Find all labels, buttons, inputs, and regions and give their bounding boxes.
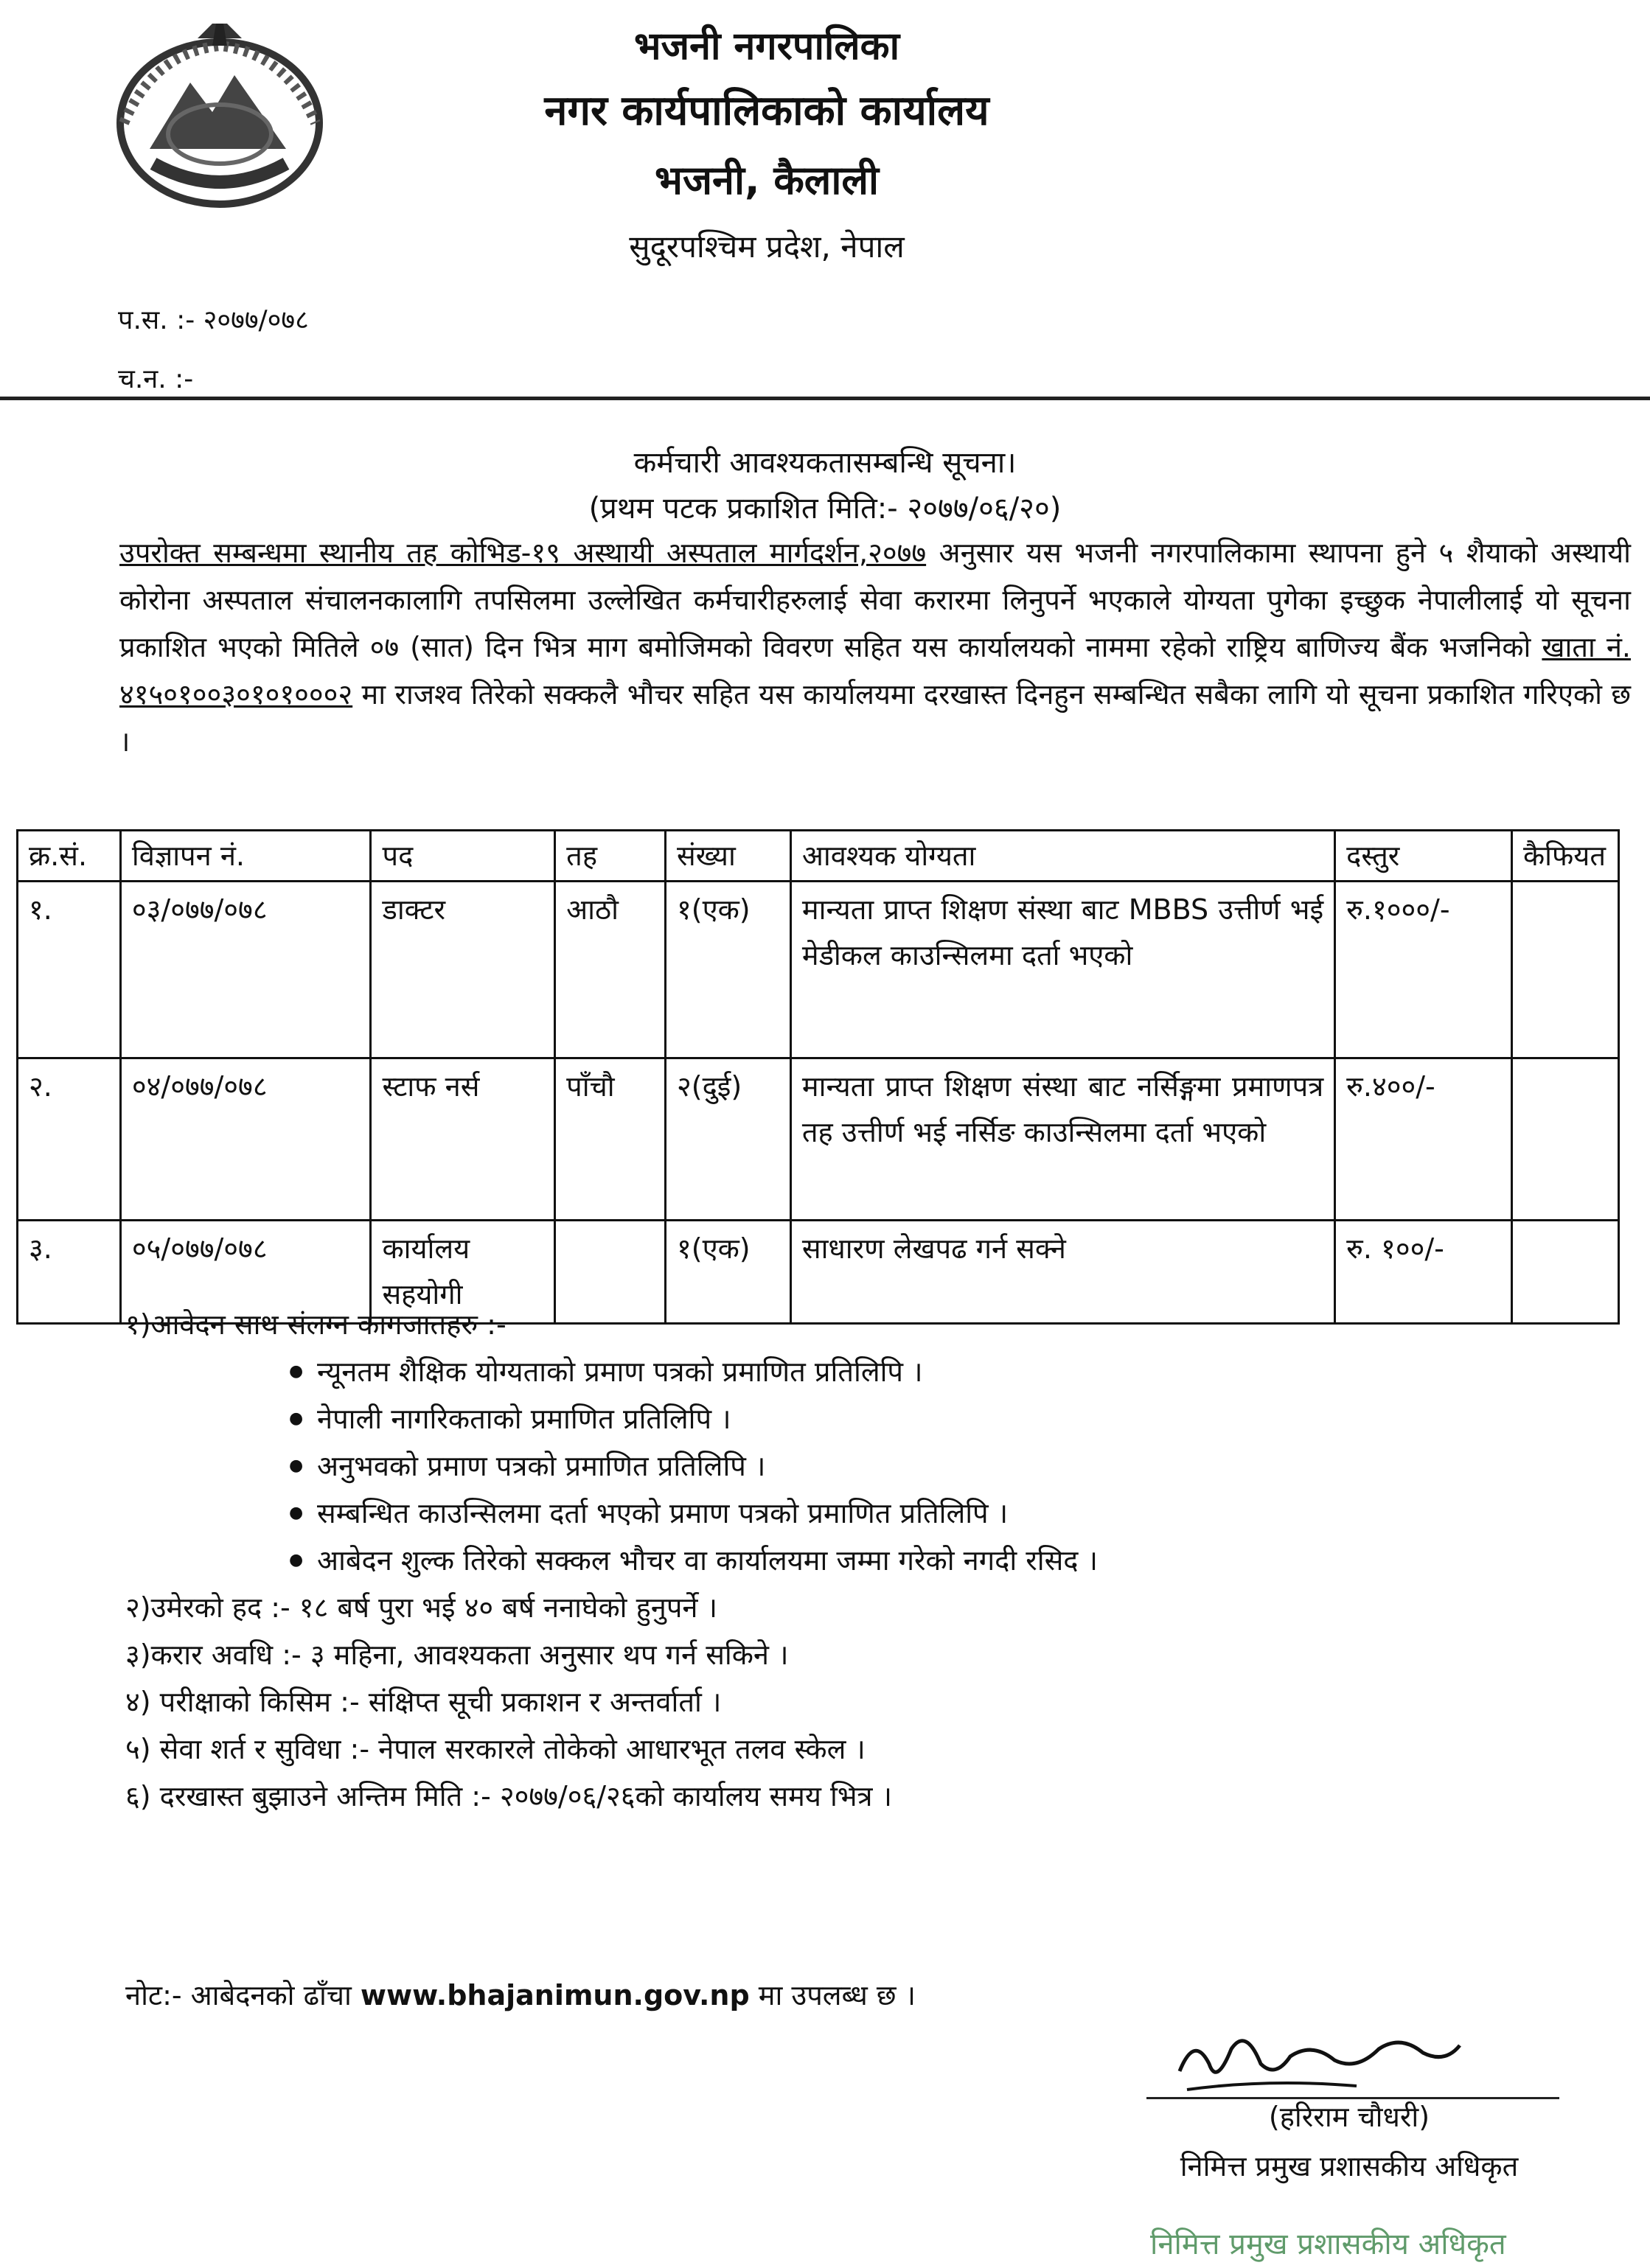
condition-exam-type: ४) परीक्षाको किसिम :- संक्षिप्त सूची प्रकाशन र अन्तर्वार्ता । bbox=[125, 1686, 722, 1718]
paragraph-text-2: मा राजश्व तिरेको सक्कलै भौचर सहित यस कार्यालयमा दरखास्त दिनहुन सम्बन्धित सबैका लागि यो सूचना प्रकाशित गरिएको छ । bbox=[119, 678, 1631, 758]
condition-deadline: ६) दरखास्त बुझाउने अन्तिम मिति :- २०७७/०६/२६को कार्यालय समय भित्र । bbox=[125, 1780, 893, 1812]
cell-post: डाक्टर bbox=[371, 882, 555, 1058]
cell-post: कार्यालय सहयोगी bbox=[371, 1221, 555, 1324]
cell-qualification: साधारण लेखपढ गर्न सक्ने bbox=[790, 1221, 1334, 1324]
cell-sn: ३. bbox=[18, 1221, 121, 1324]
cell-qualification: मान्यता प्राप्त शिक्षण संस्था बाट MBBS उत्तीर्ण भई मेडीकल काउन्सिलमा दर्ता भएको bbox=[790, 882, 1334, 1058]
vacancy-table bbox=[16, 829, 1620, 1325]
cell-sn: १. bbox=[18, 882, 121, 1058]
col-header-remarks: कैफियत bbox=[1511, 831, 1618, 882]
condition-contract-period: ३)करार अवधि :- ३ महिना, आवश्यकता अनुसार थप गर्न सकिने । bbox=[125, 1639, 789, 1671]
col-header-sn: क्र.सं. bbox=[18, 831, 121, 882]
form-availability-note bbox=[125, 1975, 916, 2014]
cell-qualification: मान्यता प्राप्त शिक्षण संस्था बाट नर्सिङ्गमा प्रमाणपत्र तह उत्तीर्ण भई नर्सिङ काउन्सिलमा दर्ता भएको bbox=[790, 1058, 1334, 1221]
notice-title: कर्मचारी आवश्यकतासम्बन्धि सूचना। bbox=[633, 446, 1017, 480]
table-row bbox=[18, 882, 1619, 1058]
office-location: भजनी, कैलाली bbox=[655, 157, 879, 203]
signer-name: (हरिराम चौधरी) bbox=[1268, 2101, 1430, 2133]
account-number: खाता नं. ४१५०१००३०१०१०००२ bbox=[119, 631, 1631, 711]
guideline-reference: उपरोक्त सम्बन्धमा स्थानीय तह कोभिड-१९ अस्थायी अस्पताल मार्गदर्शन,२०७७ bbox=[119, 537, 927, 569]
list-item: ● न्यूनतम शैक्षिक योग्यताको प्रमाण पत्रको प्रमाणित प्रतिलिपि । bbox=[125, 1348, 1600, 1395]
cell-level: आठौ bbox=[555, 882, 666, 1058]
note-suffix: मा उपलब्ध छ । bbox=[749, 1979, 916, 2011]
signer-title: निमित्त प्रमुख प्रशासकीय अधिकृत bbox=[1180, 2150, 1519, 2182]
col-header-fee: दस्तुर bbox=[1335, 831, 1512, 882]
cell-count: २(दुई) bbox=[666, 1058, 791, 1221]
cell-remarks bbox=[1511, 1058, 1618, 1221]
province-country: सुदूरपश्चिम प्रदेश, नेपाल bbox=[629, 228, 905, 265]
notice-subtitle: (प्रथम पटक प्रकाशित मिति:- २०७७/०६/२०) bbox=[588, 492, 1062, 526]
condition-documents: १)आवेदन साथ संलग्न कागजातहरु :- bbox=[125, 1308, 507, 1341]
cell-ad-no: ०३/०७७/०७८ bbox=[120, 882, 371, 1058]
website-link[interactable]: www.bhajanimun.gov.np bbox=[360, 1979, 750, 2011]
reference-number: प.स. :- २०७७/०७८ bbox=[118, 305, 309, 335]
cell-fee: रु.१०००/- bbox=[1335, 882, 1512, 1058]
cell-fee: रु. १००/- bbox=[1335, 1221, 1512, 1324]
cell-fee: रु.४००/- bbox=[1335, 1058, 1512, 1221]
cell-count: १(एक) bbox=[666, 1221, 791, 1324]
cell-ad-no: ०५/०७७/०७८ bbox=[120, 1221, 371, 1324]
cell-count: १(एक) bbox=[666, 882, 791, 1058]
cell-post: स्टाफ नर्स bbox=[371, 1058, 555, 1221]
municipality-name: भजनी नगरपालिका bbox=[633, 24, 900, 69]
col-header-ad-no: विज्ञापन नं. bbox=[120, 831, 371, 882]
note-prefix: नोट:- आबेदनको ढाँचा bbox=[125, 1979, 361, 2011]
col-header-post: पद bbox=[371, 831, 555, 882]
list-item: ● अनुभवको प्रमाण पत्रको प्रमाणित प्रतिलिपि । bbox=[125, 1442, 1600, 1490]
col-header-qualification: आवश्यक योग्यता bbox=[790, 831, 1334, 882]
header-divider bbox=[0, 397, 1650, 400]
condition-age-limit: २)उमेरको हद :- १८ बर्ष पुरा भई ४० बर्ष ननाघेको हुनुपर्ने । bbox=[125, 1591, 717, 1624]
condition-service-terms: ५) सेवा शर्त र सुविधा :- नेपाल सरकारले तोकेको आधारभूत तलव स्केल । bbox=[125, 1733, 866, 1765]
notice-paragraph bbox=[119, 529, 1631, 765]
list-item: ● नेपाली नागरिकताको प्रमाणित प्रतिलिपि । bbox=[125, 1395, 1600, 1442]
office-stamp-text: निमित्त प्रमुख प्रशासकीय अधिकृत bbox=[1150, 2227, 1506, 2261]
dispatch-number: च.न. :- bbox=[118, 364, 194, 394]
office-name: नगर कार्यपालिकाको कार्यालय bbox=[544, 87, 989, 135]
signature-icon bbox=[1165, 2020, 1475, 2101]
cell-ad-no: ०४/०७७/०७८ bbox=[120, 1058, 371, 1221]
cell-level: पाँचौ bbox=[555, 1058, 666, 1221]
paragraph-text-1: अनुसार यस भजनी नगरपालिकामा स्थापना हुने ५ शैयाको अस्थायी कोरोना अस्पताल संचालनकालागि तपसिलमा उल्लेखित कर्मचारीहरुलाई सेवा करारमा लिनुपर्ने भएकाले योग्यता पुगेका इच्छुक नेपालीलाई यो सूचना प्रकाशित भएको मितिले ०७ (सात) दिन भित्र माग बमोजिमको विवरण सहित यस कार्यालयको नाममा रहेको राष्ट्रिय बाणिज्य बैंक भजनिको bbox=[119, 537, 1631, 663]
list-item: ● सम्बन्धित काउन्सिलमा दर्ता भएको प्रमाण पत्रको प्रमाणित प्रतिलिपि । bbox=[125, 1490, 1600, 1537]
conditions-list bbox=[125, 1301, 1600, 1820]
col-header-count: संख्या bbox=[666, 831, 791, 882]
table-row bbox=[18, 1058, 1619, 1221]
list-item: ● आबेदन शुल्क तिरेको सक्कल भौचर वा कार्यालयमा जम्मा गरेको नगदी रसिद । bbox=[125, 1537, 1600, 1584]
cell-remarks bbox=[1511, 882, 1618, 1058]
col-header-level: तह bbox=[555, 831, 666, 882]
cell-sn: २. bbox=[18, 1058, 121, 1221]
table-header-row bbox=[18, 831, 1619, 882]
